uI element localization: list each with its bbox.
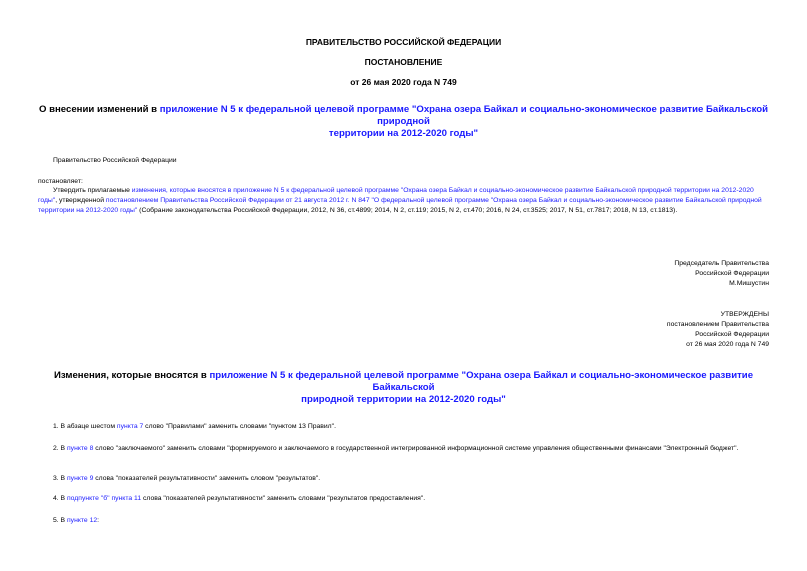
annex-link[interactable]: приложение N 5 к федеральной целевой программе "Охрана озера Байкал и социально-экономическое развитие Байкальской природной bbox=[159, 104, 769, 127]
item-text: слова "показателей результативности" заменить словом "результатов". bbox=[93, 475, 321, 482]
signature-name: М.Мишустин bbox=[729, 280, 769, 287]
document-date-number: от 26 мая 2020 года N 749 bbox=[350, 77, 457, 87]
changes-title-text: Изменения, которые вносятся в bbox=[53, 370, 210, 381]
decrees-line: постановляет: bbox=[38, 178, 83, 185]
approved-by: постановлением Правительства bbox=[666, 321, 769, 328]
approved-date: от 26 мая 2020 года N 749 bbox=[686, 341, 769, 348]
changes-link[interactable]: изменения, которые вносятся в приложение N 5 к федеральной целевой программе "Охрана озера Байкал и социально-экономическое развитие Байкальской природной территории на 2012-2020 годы" bbox=[38, 187, 754, 204]
changes-title bbox=[38, 370, 769, 406]
annex-link-continued[interactable]: территории на 2012-2020 годы" bbox=[328, 128, 479, 139]
item-text: 2. В bbox=[53, 445, 67, 452]
list-item bbox=[53, 516, 99, 526]
signature-position: Председатель Правительства bbox=[674, 260, 769, 267]
point-8-link[interactable]: пункте 8 bbox=[66, 445, 94, 452]
collection-text: (Собрание законодательства Российской Федерации, 2012, N 36, ст.4899; 2014, N 2, ст.119; 2015, N 2, ст.470; 2016, N 24, ст.3525; 2017, N 51, ст.7817; 2018, N 13, ст.1813). bbox=[137, 207, 678, 214]
document-type: ПОСТАНОВЛЕНИЕ bbox=[364, 57, 443, 67]
item-text: слово "заключаемого" заменить словами "формируемого и заключаемого в государственной интегрированной информационной системе управления общественными финансами "Электронный бюджет". bbox=[93, 445, 739, 452]
approved-country: Российской Федерации bbox=[695, 331, 769, 338]
approved-by-text: , утвержденной bbox=[55, 197, 106, 204]
item-text: 5. В bbox=[53, 517, 67, 524]
signature-block bbox=[674, 259, 769, 289]
list-item bbox=[53, 422, 336, 432]
item-text: : bbox=[97, 517, 100, 524]
changes-annex-link-continued[interactable]: природной территории на 2012-2020 годы" bbox=[301, 394, 506, 405]
program-link[interactable]: "О федеральной целевой программе "Охрана озера Байкал и социально-экономическое развитие Байкальской природной территории на 2012-2020 годы" bbox=[38, 197, 762, 214]
item-text: 3. В bbox=[53, 475, 67, 482]
subpoint-b-link[interactable]: подпункте "б" bbox=[66, 495, 110, 502]
title-text: О внесении изменений в bbox=[38, 104, 160, 115]
item-text: слова "показателей результативности" заменить словами "результатов предоставления". bbox=[141, 495, 426, 502]
approved-heading: УТВЕРЖДЕНЫ bbox=[720, 311, 769, 318]
changes-annex-link[interactable]: приложение N 5 к федеральной целевой программе "Охрана озера Байкал и социально-экономическое развитие Байкальской bbox=[209, 370, 754, 393]
point-7-link[interactable]: пункта 7 bbox=[116, 423, 144, 430]
signature-country: Российской Федерации bbox=[695, 270, 769, 277]
item-text: слово "Правилами" заменить словами "пунктом 13 Правил". bbox=[143, 423, 336, 430]
decree-847-link[interactable]: постановлением Правительства Российской Федерации от 21 августа 2012 г. N 847 bbox=[105, 197, 370, 204]
point-9-link[interactable]: пункте 9 bbox=[66, 475, 94, 482]
government-heading: ПРАВИТЕЛЬСТВО РОССИЙСКОЙ ФЕДЕРАЦИИ bbox=[305, 37, 502, 47]
point-12-link[interactable]: пункте 12 bbox=[66, 517, 98, 524]
list-item bbox=[38, 444, 770, 454]
item-text: 4. В bbox=[53, 495, 67, 502]
list-item bbox=[53, 494, 425, 504]
government-line: Правительство Российской Федерации bbox=[53, 157, 177, 164]
approved-block bbox=[667, 310, 769, 350]
approve-paragraph bbox=[38, 186, 770, 216]
approve-text: Утвердить прилагаемые bbox=[53, 187, 132, 194]
document-title bbox=[38, 104, 769, 140]
item-text: 1. В абзаце шестом bbox=[53, 423, 117, 430]
list-item bbox=[53, 474, 320, 484]
point-11-link[interactable]: пункта 11 bbox=[111, 495, 142, 502]
